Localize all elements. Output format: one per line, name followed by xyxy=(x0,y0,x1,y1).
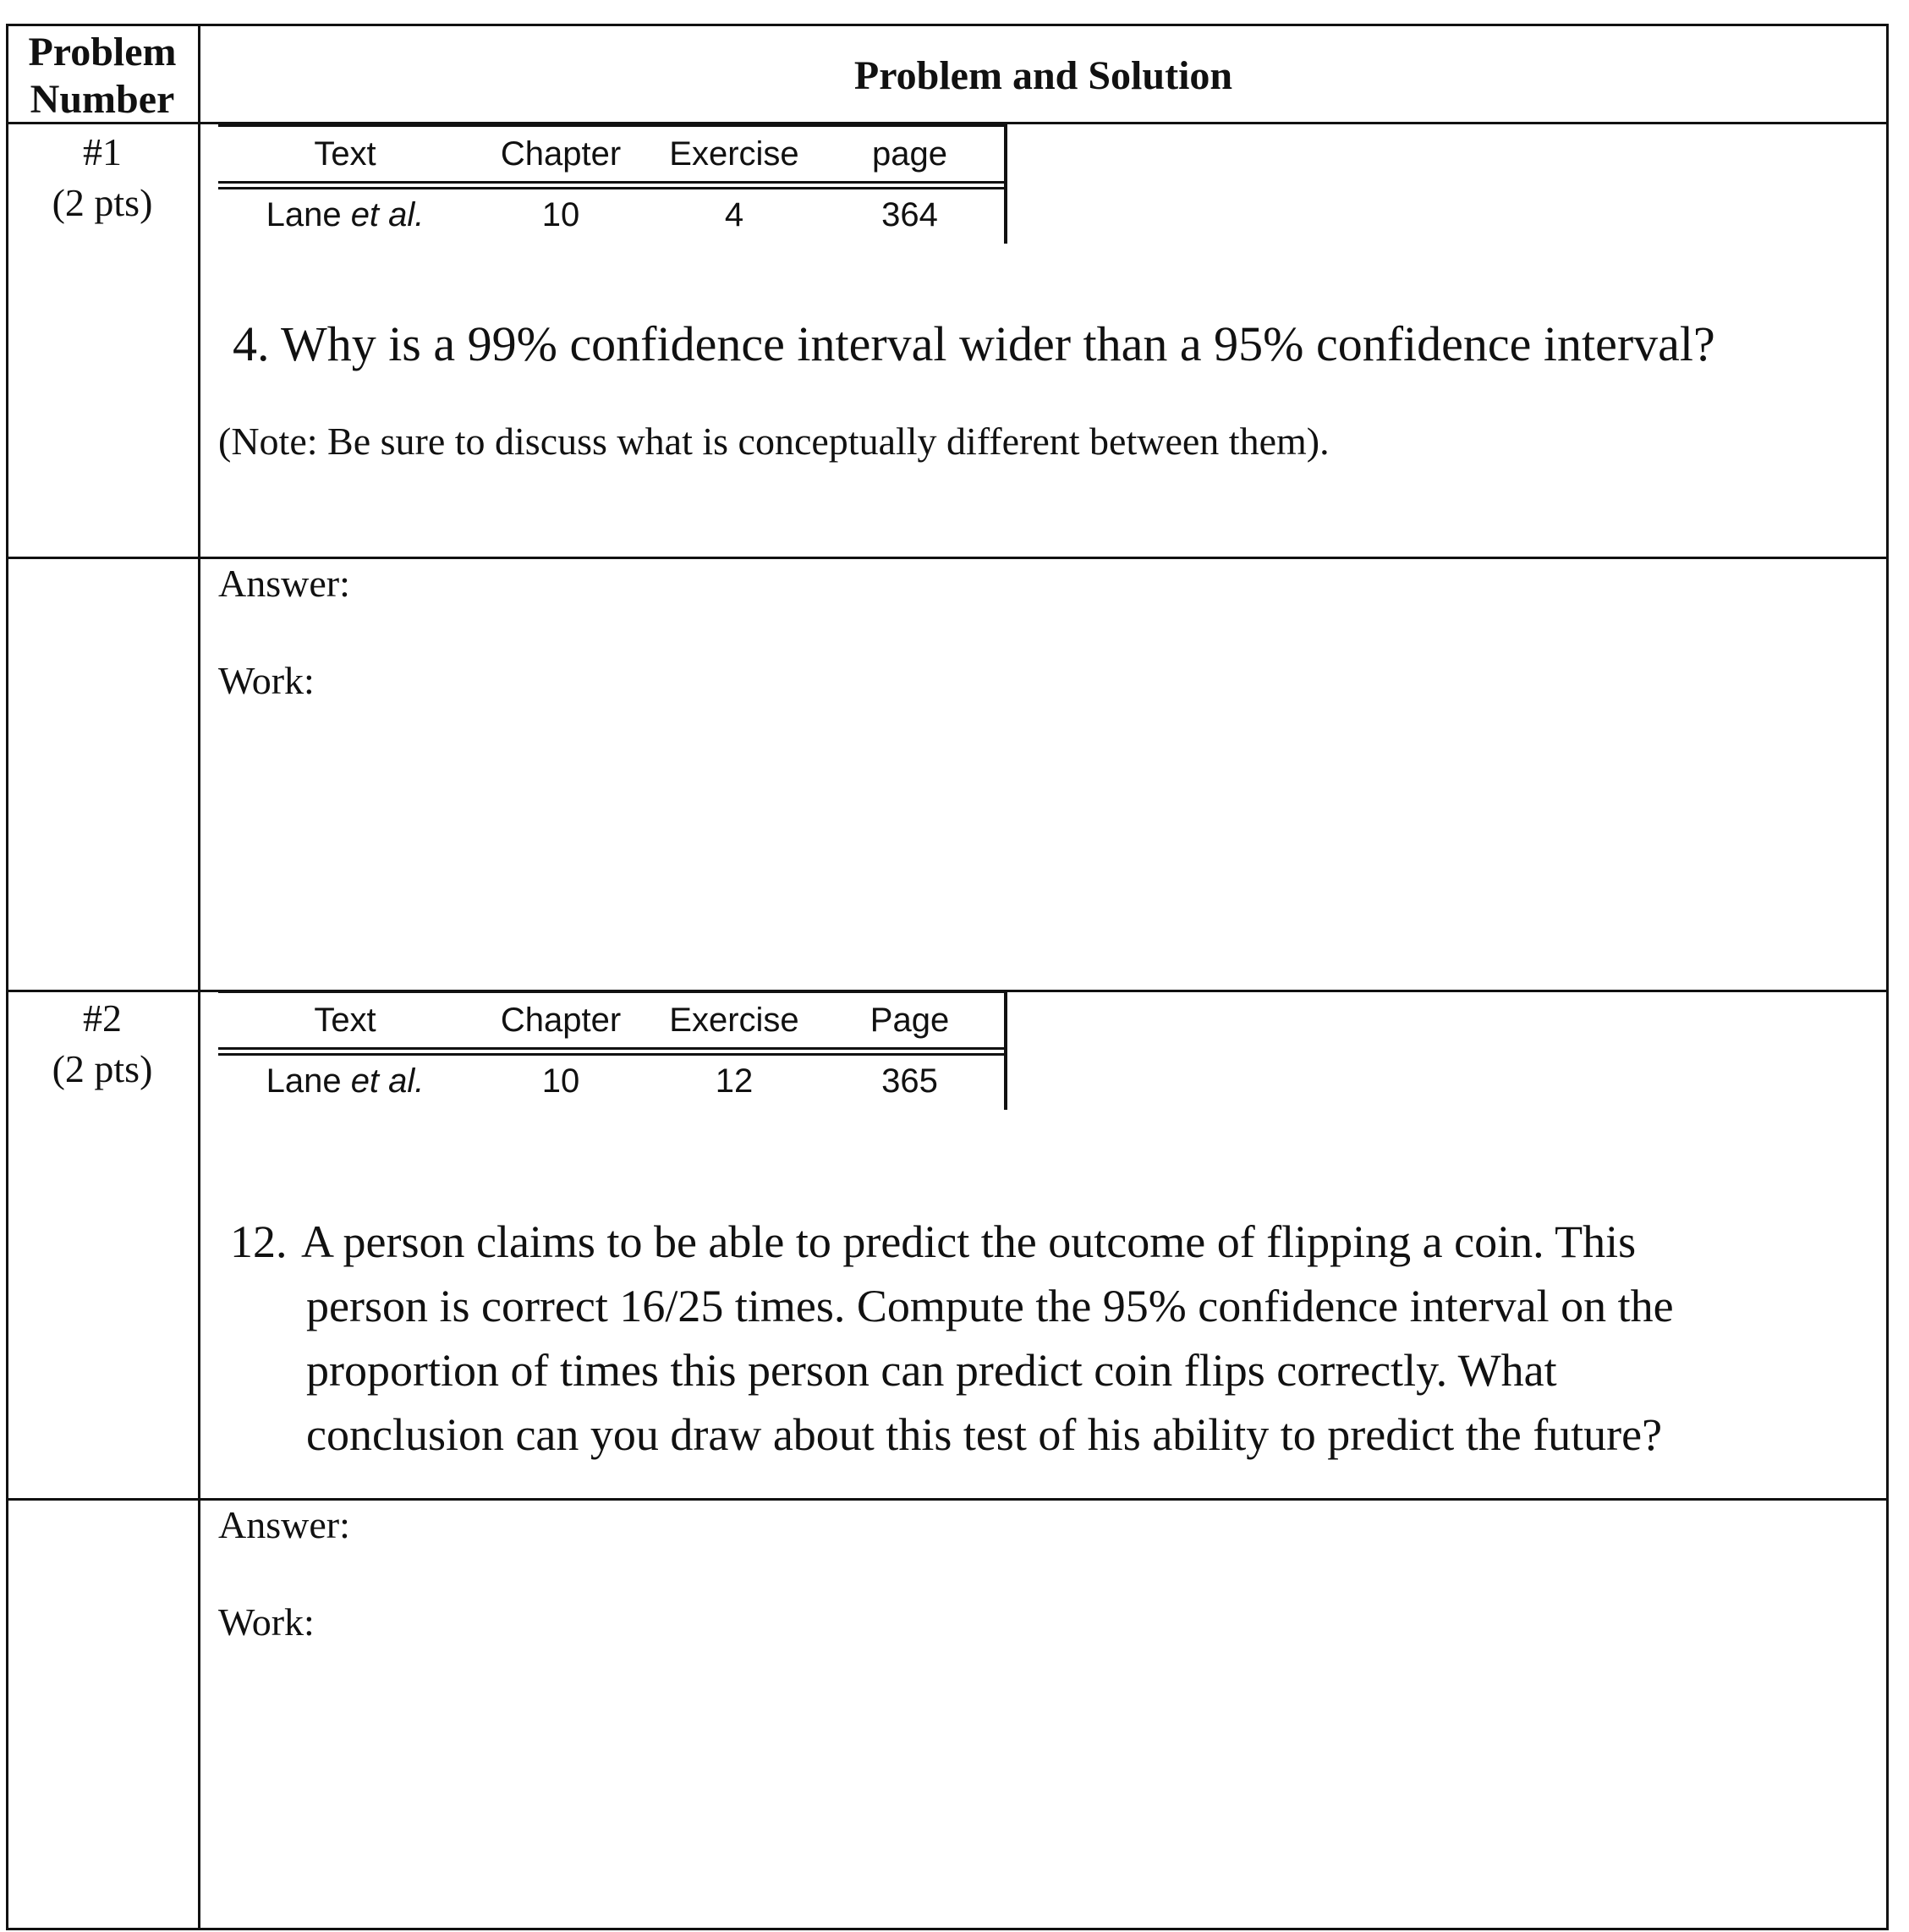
ref-value-text xyxy=(218,195,472,235)
ref-header-page: page xyxy=(872,135,947,173)
ref-header-chapter: Chapter xyxy=(500,1002,622,1039)
ref-top-rule xyxy=(218,990,1007,993)
ref-mid-rule-1 xyxy=(218,181,1007,184)
ref-text-author: Lane xyxy=(266,1062,342,1100)
problem2-question-line: person is correct 16/25 times. Compute the 95% confidence interval on the xyxy=(306,1281,1674,1331)
problem1-question-divider xyxy=(6,557,1889,559)
ref-value-text xyxy=(218,1061,472,1101)
ref-mid-rule-2 xyxy=(218,187,1007,189)
problem2-question-line: proportion of times this person can predict coin flips correctly. What xyxy=(306,1345,1557,1396)
column-divider xyxy=(198,24,200,1930)
ref-right-rule xyxy=(1004,123,1007,244)
ref-top-rule xyxy=(218,123,1007,127)
ref-value-page: 365 xyxy=(881,1062,938,1100)
ref-value-exercise: 12 xyxy=(715,1062,754,1100)
table-border-left xyxy=(6,24,8,1930)
ref-mid-rule-2 xyxy=(218,1053,1007,1056)
problem2-question-line: A person claims to be able to predict the outcome of flipping a coin. This xyxy=(301,1216,1637,1267)
problem2-question-divider xyxy=(6,1498,1889,1501)
ref-header-chapter: Chapter xyxy=(500,135,622,173)
problem2-work-label: Work: xyxy=(218,1600,315,1644)
problem1-note: (Note: Be sure to discuss what is conceptually different between them). xyxy=(218,420,1330,463)
ref-text-etal: et al. xyxy=(350,196,425,233)
ref-value-chapter: 10 xyxy=(541,1062,580,1100)
table-border-bottom xyxy=(6,1928,1889,1930)
ref-header-exercise: Exercise xyxy=(669,135,799,173)
table-border-right xyxy=(1886,24,1889,1930)
ref-header-page: Page xyxy=(869,1002,950,1039)
problem1-points: (2 pts) xyxy=(52,181,153,224)
problem1-question-number: 4. xyxy=(233,316,270,371)
ref-text-etal: et al. xyxy=(350,1062,425,1100)
table-border-top xyxy=(6,24,1889,26)
ref-header-text: Text xyxy=(314,135,376,173)
problem1-number: #1 xyxy=(83,130,122,173)
problem1-number-cell xyxy=(8,127,197,228)
header-problem-and-solution: Problem and Solution xyxy=(853,53,1233,98)
ref-value-page: 364 xyxy=(881,196,938,233)
problem2-number-cell xyxy=(8,993,197,1095)
problem1-question-text: Why is a 99% confidence interval wider than a 95% confidence interval? xyxy=(280,316,1715,371)
ref-mid-rule-1 xyxy=(218,1047,1007,1050)
problem2-points: (2 pts) xyxy=(52,1047,153,1090)
problem1-question xyxy=(233,315,1715,374)
problem2-question-line: conclusion can you draw about this test of his ability to predict the future? xyxy=(306,1409,1663,1460)
problem2-question xyxy=(230,1210,1837,1467)
ref-text-author: Lane xyxy=(266,196,342,233)
header-problem-number xyxy=(8,29,197,123)
problem2-answer-label: Answer: xyxy=(218,1503,350,1546)
problem1-answer-label: Answer: xyxy=(218,562,350,605)
ref-header-exercise: Exercise xyxy=(669,1002,799,1039)
header-problem-label: Problem xyxy=(28,30,177,74)
problem1-work-label: Work: xyxy=(218,659,315,702)
ref-value-chapter: 10 xyxy=(541,196,580,233)
ref-value-exercise: 4 xyxy=(724,196,744,233)
problem2-question-number: 12. xyxy=(230,1216,288,1267)
problem2-number: #2 xyxy=(83,996,122,1040)
ref-right-rule xyxy=(1004,990,1007,1110)
ref-header-text: Text xyxy=(314,1002,376,1039)
problem2-reference-table xyxy=(218,990,1007,1110)
header-number-label: Number xyxy=(30,77,175,122)
problem1-reference-table xyxy=(218,123,1007,244)
